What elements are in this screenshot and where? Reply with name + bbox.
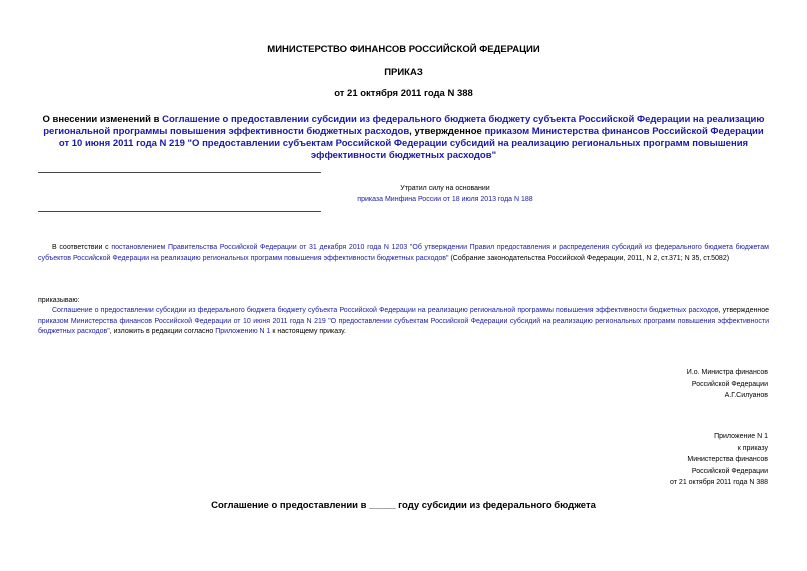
appendix-country: Российской Федерации	[691, 467, 768, 475]
signature-org: Российской Федерации	[691, 380, 768, 388]
title-middle: , утвержденное	[409, 126, 485, 137]
divider-top	[38, 172, 321, 173]
appendix-header	[560, 431, 768, 489]
status-lost-force: Утратил силу на основании	[400, 185, 490, 192]
ministry-heading: МИНИСТЕРСТВО ФИНАНСОВ РОССИЙСКОЙ ФЕДЕРАЦИИ	[267, 44, 540, 55]
agreement-title: Соглашение о предоставлении в _____ году субсидии из федерального бюджета	[211, 500, 596, 511]
signature-block	[560, 367, 768, 402]
appendix-date: от 21 октября 2011 года N 388	[670, 479, 768, 486]
para2-agreement-link[interactable]: Соглашение о предоставлении субсидии из федерального бюджета бюджету субъекта Российской Федерации на реализацию региональной программы повышения эффективности бюджетных расходов	[52, 307, 719, 314]
appendix-to-order: к приказу	[737, 444, 768, 452]
signature-name: А.Г.Силуанов	[724, 392, 768, 399]
orders-word: приказываю:	[38, 297, 80, 304]
para1-prefix: В соответствии с	[52, 244, 112, 251]
resolution-1203-link[interactable]: постановлением Правительства Российской Федерации от 31 декабря 2010 года N 1203 "Об утверждении Правил предоставления и распределения субсидий из федерального бюджета бюджетам субъектов Российской Федерации на реализацию региональных программ повышения эффективности бюджетных расходов"	[38, 244, 769, 262]
signature-position: И.о. Министра финансов	[686, 369, 768, 376]
order-date-number: от 21 октября 2011 года N 388	[334, 88, 473, 99]
preamble-paragraph	[38, 243, 769, 264]
appendix-ministry: Министерства финансов	[687, 456, 768, 463]
appendix-1-link[interactable]: Приложению N 1	[215, 328, 271, 336]
para2-middle-2: , изложить в редакции согласно	[109, 328, 216, 336]
document-title	[40, 114, 767, 162]
para1-suffix: (Собрание законодательства Российской Федерации, 2011, N 2, ст.371; N 35, ст.5082)	[448, 254, 730, 262]
document-type: ПРИКАЗ	[384, 67, 423, 78]
para2-middle-1: , утвержденное	[718, 307, 769, 314]
order-219-link[interactable]: приказом Министерства финансов Российской Федерации от 10 июня 2011 года N 219 "О предоставлении субъектам Российской Федерации субсидий на реализацию региональных программ повышения эффективности бюджетных расходов"	[58, 126, 764, 161]
title-prefix: О внесении изменений в	[42, 114, 163, 125]
para2-order-219-link[interactable]: приказом Министерства финансов Российской Федерации от 10 июня 2011 года N 219 "О предоставлении субъектам Российской Федерации субсидий на реализацию региональных программ повышения эффективности бюджетных расходов"	[38, 317, 769, 336]
divider-bottom	[38, 211, 321, 212]
operative-paragraph	[38, 306, 769, 338]
para2-suffix: к настоящему приказу.	[270, 328, 346, 336]
appendix-number: Приложение N 1	[714, 433, 768, 440]
status-order-188-link[interactable]: приказа Минфина России от 18 июля 2013 года N 188	[357, 196, 533, 203]
agreement-link[interactable]: Соглашение о предоставлении субсидии из федерального бюджета бюджету субъекта Российской Федерации на реализацию региональной программы повышения эффективности бюджетных расходов	[43, 114, 765, 137]
